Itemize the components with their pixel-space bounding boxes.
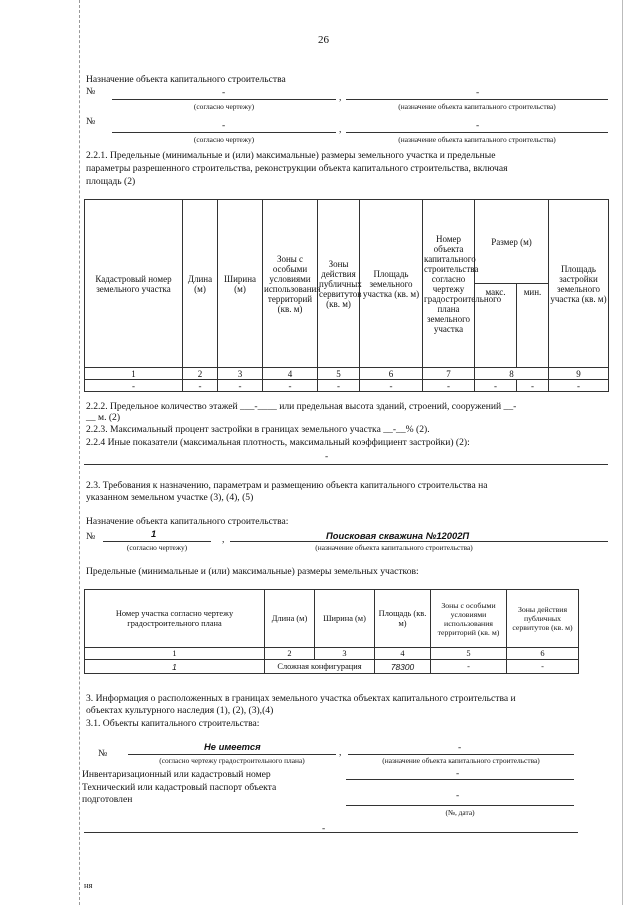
underline [103, 541, 211, 542]
column-number: 2 [183, 368, 218, 380]
section-224: 2.2.4 Иные показатели (максимальная плотность, максимальный коэффициент застройки) (2): [86, 437, 470, 448]
inventory-value: - [456, 768, 460, 779]
table-cell: - [318, 380, 360, 392]
section-31: 3.1. Объекты капитального строительства: [86, 718, 260, 729]
column-number: 7 [423, 368, 475, 380]
table-cell: - [183, 380, 218, 392]
table-cell: - [423, 380, 475, 392]
caption-number-date: (№, дата) [445, 808, 475, 817]
number-sign-4: № [98, 748, 108, 759]
purpose-value-1: - [476, 87, 480, 98]
tech-passport-label-1: Технический или кадастровый паспорт объекта [82, 782, 277, 793]
header-size-max: макс. [475, 284, 517, 368]
underline [84, 832, 578, 833]
page-number: 26 [318, 34, 329, 46]
configuration-cell: Сложная конфигурация [265, 660, 375, 674]
area-cell: 78300 [375, 660, 431, 674]
table-cell: - [218, 380, 263, 392]
column-number: 6 [507, 648, 579, 660]
underline [346, 99, 608, 100]
header-special-zones: Зоны с особыми условиями использования территорий (кв. м) [263, 200, 318, 368]
caption-drawing: (согласно чертежу) [193, 102, 255, 111]
objects-none: Не имеется [204, 741, 261, 752]
plot-sizes-table [84, 589, 579, 674]
number-sign-2: № [86, 116, 96, 127]
drawing-number-1: - [222, 87, 226, 98]
caption-drawing: (согласно чертежу градостроительного плана) [159, 756, 305, 765]
tech-passport-value: - [456, 790, 460, 801]
underline [128, 754, 336, 755]
section-23-line2: указанном земельном участке (3), (4), (5) [86, 492, 254, 503]
underline [346, 805, 574, 806]
underline [346, 779, 574, 780]
underline [112, 132, 336, 133]
object-number: 1 [151, 528, 157, 539]
header-size: Размер (м) [475, 200, 549, 284]
header-object-number: Номер объекта капитального строительства согласно чертежу градостроительного плана земельного участка [423, 200, 475, 368]
caption-purpose: (назначение объекта капитального строительства) [398, 102, 556, 111]
comma: , [339, 92, 342, 103]
table-cell: - [517, 380, 549, 392]
tech-passport-label-2: подготовлен [82, 794, 133, 805]
object-name: Поисковая скважина №12002П [326, 530, 470, 541]
table-cell: - [360, 380, 423, 392]
table-cell: - [85, 380, 183, 392]
section-222-line1: 2.2.2. Предельное количество этажей ___-____ или предельная высота зданий, строений, сооружений __- [86, 401, 517, 412]
caption-purpose: (назначение объекта капитального строительства) [382, 756, 540, 765]
purpose-value-2: - [476, 120, 480, 131]
header-width: Ширина (м) [218, 200, 263, 368]
corner-mark: ня [84, 880, 93, 890]
caption-purpose: (назначение объекта капитального строительства) [315, 543, 473, 552]
column-number: 9 [549, 368, 609, 380]
column-number: 3 [315, 648, 375, 660]
header-area: Площадь (кв. м) [375, 590, 431, 648]
header-cadastral-number: Кадастровый номер земельного участка [85, 200, 183, 368]
header-plot-area: Площадь земельного участка (кв. м) [360, 200, 423, 368]
underline [84, 464, 608, 465]
column-number: 6 [360, 368, 423, 380]
header-length: Длина (м) [183, 200, 218, 368]
comma: , [339, 124, 342, 135]
header-servitude-zones: Зоны действия публичных сервитутов (кв. м) [318, 200, 360, 368]
section-23-line1: 2.3. Требования к назначению, параметрам и размещению объекта капитального строительства на [86, 480, 488, 491]
caption-drawing: (согласно чертежу) [193, 135, 255, 144]
section-221-line3: площадь (2) [86, 176, 136, 187]
column-number: 4 [263, 368, 318, 380]
comma: , [339, 747, 342, 758]
servitude-zones-cell: - [507, 660, 579, 674]
section-221-line2: параметры разрешенного строительства, реконструкции объекта капитального строительства, включая [86, 163, 508, 174]
header-special-zones: Зоны с особыми условиями использования территорий (кв. м) [431, 590, 507, 648]
section-3-line2: объектах культурного наследия (1), (2), (3),(4) [86, 705, 274, 716]
drawing-number-2: - [222, 120, 226, 131]
header-length: Длина (м) [265, 590, 315, 648]
column-number: 2 [265, 648, 315, 660]
parameters-table [84, 199, 609, 392]
column-number: 5 [318, 368, 360, 380]
section-221-line1: 2.2.1. Предельные (минимальные и (или) максимальные) размеры земельного участка и предельные [86, 150, 496, 161]
header-size-min: мин. [517, 284, 549, 368]
scan-line-left [79, 0, 80, 905]
number-sign-3: № [86, 531, 96, 542]
header-servitude-zones: Зоны действия публичных сервитутов (кв. м) [507, 590, 579, 648]
column-number: 1 [85, 648, 265, 660]
table-cell: - [263, 380, 318, 392]
column-number: 3 [218, 368, 263, 380]
number-sign-1: № [86, 86, 96, 97]
section-23-purpose-title: Назначение объекта капитального строительства: [86, 516, 289, 527]
table-cell: - [475, 380, 517, 392]
objects-purpose-value: - [458, 742, 462, 753]
plot-limits-title: Предельные (минимальные и (или) максимальные) размеры земельных участков: [86, 566, 419, 577]
comma: , [222, 534, 225, 545]
section-223: 2.2.3. Максимальный процент застройки в границах земельного участка __-__% (2). [86, 424, 430, 435]
inventory-label: Инвентаризационный или кадастровый номер [82, 769, 271, 780]
section-222-line2: __ м. (2) [86, 412, 121, 423]
table-cell: - [549, 380, 609, 392]
header-width: Ширина (м) [315, 590, 375, 648]
section-3-line1: 3. Информация о расположенных в границах земельного участка объектах капитального строительства и [86, 693, 516, 704]
underline [346, 132, 608, 133]
header-built-area: Площадь застройки земельного участка (кв. м) [549, 200, 609, 368]
scan-line-right [622, 0, 623, 905]
section-224-value: - [325, 451, 329, 462]
column-number: 4 [375, 648, 431, 660]
underline [348, 754, 574, 755]
caption-purpose: (назначение объекта капитального строительства) [398, 135, 556, 144]
header-plot-number: Номер участка согласно чертежу градостроительного плана [85, 590, 265, 648]
purpose-title: Назначение объекта капитального строительства [86, 74, 286, 85]
column-number: 1 [85, 368, 183, 380]
caption-drawing: (согласно чертежу) [126, 543, 188, 552]
underline [230, 541, 608, 542]
underline [112, 99, 336, 100]
bottom-dash: - [322, 823, 326, 834]
column-number: 8 [475, 368, 549, 380]
plot-number-cell: 1 [85, 660, 265, 674]
special-zones-cell: - [431, 660, 507, 674]
column-number: 5 [431, 648, 507, 660]
